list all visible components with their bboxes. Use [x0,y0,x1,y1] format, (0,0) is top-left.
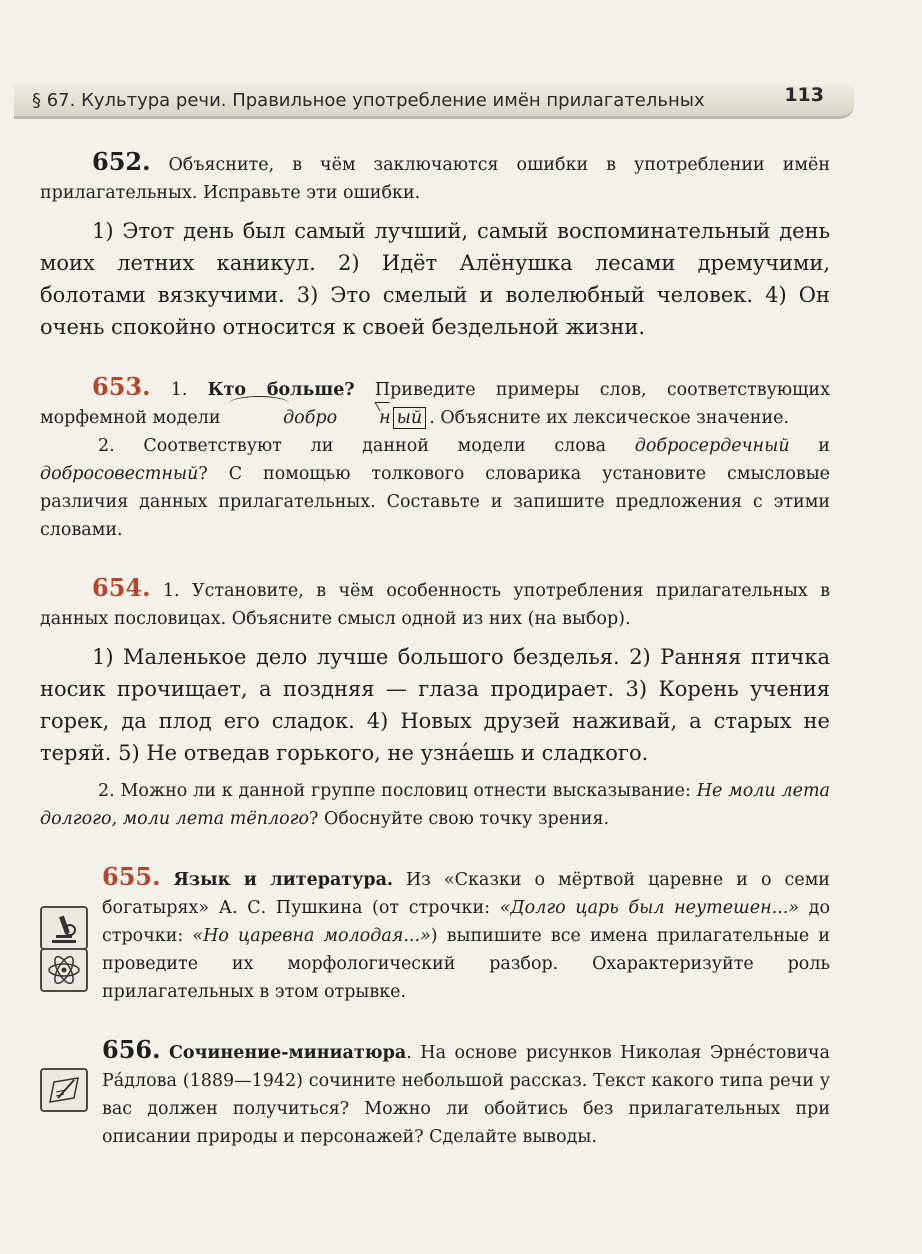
exercise-task: Объясните, в чём заключаются ошибки в употреблении имён прилагательных. Исправьте эти ошибки. [40,155,830,203]
task-1: 1. Установите, в чём особенность употребления прилагательных в данных пословицах. Объясните смысл одной из них (на выбор). [40,581,830,629]
task-bold: Язык и литература. [173,870,393,890]
proverbs: 1) Маленькое дело лучше большого безделья. 2) Ранняя птичка носик прочищает, а поздняя — глаза продирает. 3) Корень учения горек, да плод его сладок. 4) Новых друзей наживай, а старых не теряй. 5) Не отведав горького, не узна́ешь и сладкого. [40,645,830,765]
exercise-652 [40,148,830,343]
morph-suffix: н [379,408,391,428]
word-1: добросердечный [634,436,790,456]
task-bold: Кто больше? [207,380,355,400]
morph-ending: ый [393,407,427,429]
exercise-656 [40,1036,830,1151]
morph-root: добро [283,408,338,428]
task-end: . Объясните их лексическое значение. [429,408,790,428]
word-2: добросовестный [40,464,199,484]
task-t3: ) выпишите все имена прилагательные и проведите их морфологический разбор. Охарактеризуйте роль прилагательных в этом отрывке. [102,926,830,1002]
task-t1: Из «Сказки о мёртвой царевне и о семи богатырях» А. С. Пушкина (от строчки: [102,870,830,918]
exercise-number: 656. [102,1035,161,1064]
task-lead: 1. [170,380,188,400]
page-number: 113 [784,84,824,106]
section-title: § 67. Культура речи. Правильное употребление имён прилагательных [32,90,705,111]
task-2-end: ? Обоснуйте свою точку зрения. [309,809,610,829]
quote-1: «Долго царь был неутешен...» [499,898,799,918]
task-t2: до строчки: [102,898,830,946]
quote-2: «Но царевна молодая...» [192,926,431,946]
root-arc [229,396,289,411]
quote: Не моли лета долгого, моли лета тёплого [40,781,830,829]
exercise-number: 653. [92,372,151,401]
exercise-text: 1) Этот день был самый лучший, самый воспоминательный день моих летних каникул. 2) Идёт Алёнушка лесами дремучими, болотами вязкучими. 3) Это смелый и волелюбный человек. 4) Он очень спокойно относится к своей бездельной жизни. [40,219,830,339]
task-2-rest: ? С помощью толкового словарика установите смысловые различия данных прилагательных. Составьте и запишите предложения с этими словами. [40,464,830,540]
exercise-655 [40,863,830,1006]
page-header [14,86,854,119]
task-text: Приведите примеры слов, соответствующих морфемной модели [40,380,830,428]
page-content [40,148,830,1173]
exercise-number: 654. [92,573,151,602]
task-bold: Сочинение-миниатюра [169,1043,407,1063]
task-2-start: 2. Можно ли к данной группе пословиц отнести высказывание: [98,781,691,801]
task-text: . На основе рисунков Николая Эрнéстовича Рáдлова (1889—1942) сочините небольшой рассказ. Текст какого типа речи у вас должен получиться? Можно ли обойтись без прилагательных при описании природы и персонажей? Сделайте выводы. [102,1043,830,1147]
exercise-number: 652. [92,147,151,176]
exercise-653 [40,373,830,544]
morpheme-model [229,404,426,432]
exercise-number: 655. [102,862,161,891]
exercise-654 [40,574,830,833]
task-2-start: 2. Соответствуют ли данной модели слова [98,436,607,456]
word-and: и [818,436,830,456]
